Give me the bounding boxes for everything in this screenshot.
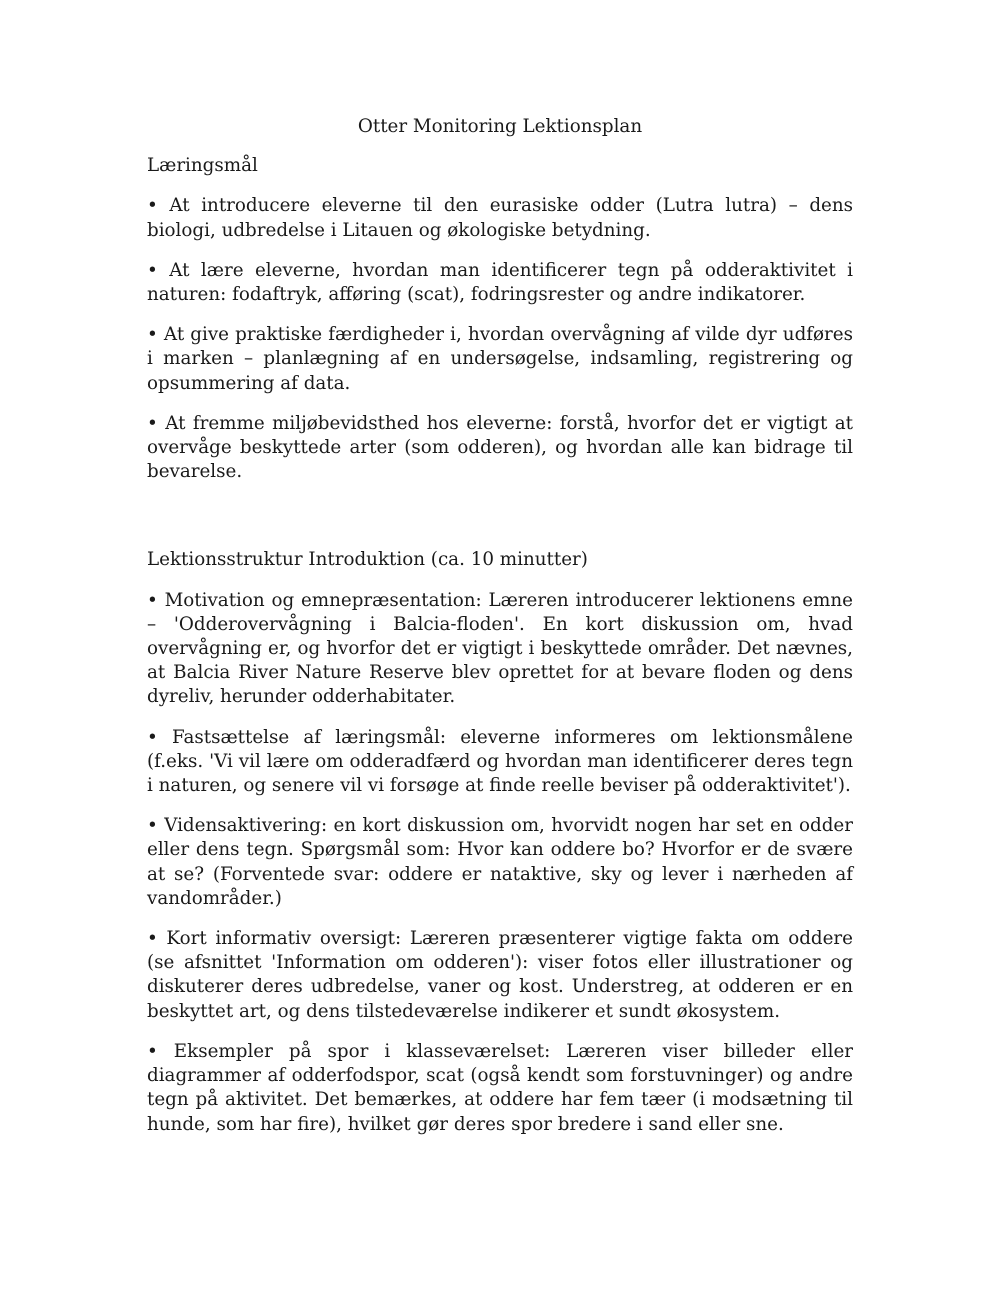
bullet-paragraph: • At fremme miljøbevidsthed hos eleverne: forstå, hvorfor det er vigtigt at overvåge beskyttede arter (som odderen), og hvordan alle kan bidrage til bevarelse. <box>147 412 853 483</box>
bullet-paragraph: • At introducere eleverne til den eurasiske odder (Lutra lutra) – dens biologi, udbredelse i Litauen og økologiske betydning. <box>147 195 853 241</box>
bullet-paragraph: • At lære eleverne, hvordan man identificerer tegn på odderaktivitet i naturen: fodaftryk, afføring (scat), fodringsrester og andre indikatorer. <box>147 259 853 306</box>
section-lesson-structure <box>147 548 853 1136</box>
section-spacer <box>147 500 853 548</box>
section-heading: Læringsmål <box>147 155 258 177</box>
document-body <box>147 115 853 1153</box>
bullet-paragraph: • Vidensaktivering: en kort diskussion om, hvorvidt nogen har set en odder eller dens tegn. Spørgsmål som: Hvor kan oddere bo? Hvorfor er de svære at se? (Forventede svar: oddere er nataktive, sky og lever i nærheden af vandområder.) <box>147 815 853 909</box>
bullet-paragraph: • Eksempler på spor i klasseværelset: Læreren viser billeder eller diagrammer af odderfodspor, scat (også kendt som forstuvninger) og andre tegn på aktivitet. Det bemærkes, at oddere har fem tæer (i modsætning til hunde, som har fire), hvilket gør deres spor bredere i sand eller sne. <box>147 1040 853 1135</box>
section-heading: Lektionsstruktur Introduktion (ca. 10 minutter) <box>147 549 588 571</box>
bullet-paragraph: • Fastsættelse af læringsmål: eleverne informeres om lektionsmålene (f.eks. 'Vi vil lære om odderadfærd og hvordan man identificerer deres tegn i naturen, og senere vil vi forsøge at finde reelle beviser på odderaktivitet'). <box>147 726 853 797</box>
document-title: Otter Monitoring Lektionsplan <box>357 116 643 137</box>
bullet-paragraph: • At give praktiske færdigheder i, hvordan overvågning af vilde dyr udføres i marken – planlægning af en undersøgelse, indsamling, registrering og opsummering af data. <box>147 324 853 394</box>
bullet-paragraph: • Motivation og emnepræsentation: Læreren introducerer lektionens emne – 'Odderovervågning i Balcia-floden'. En kort diskussion om, hvad overvågning er, og hvorfor det er vigtigt i beskyttede områder. Det nævnes, at Balcia River Nature Reserve blev oprettet for at bevare floden og dens dyreliv, herunder odderhabitater. <box>147 589 853 708</box>
bullet-paragraph: • Kort informativ oversigt: Læreren præsenterer vigtige fakta om oddere (se afsnittet 'Information om odderen'): viser fotos eller illustrationer og diskuterer deres udbredelse, vaner og kost. Understreg, at odderen er en beskyttet art, og dens tilstedeværelse indikerer et sundt økosystem. <box>147 928 853 1022</box>
section-learning-goals <box>147 154 853 484</box>
